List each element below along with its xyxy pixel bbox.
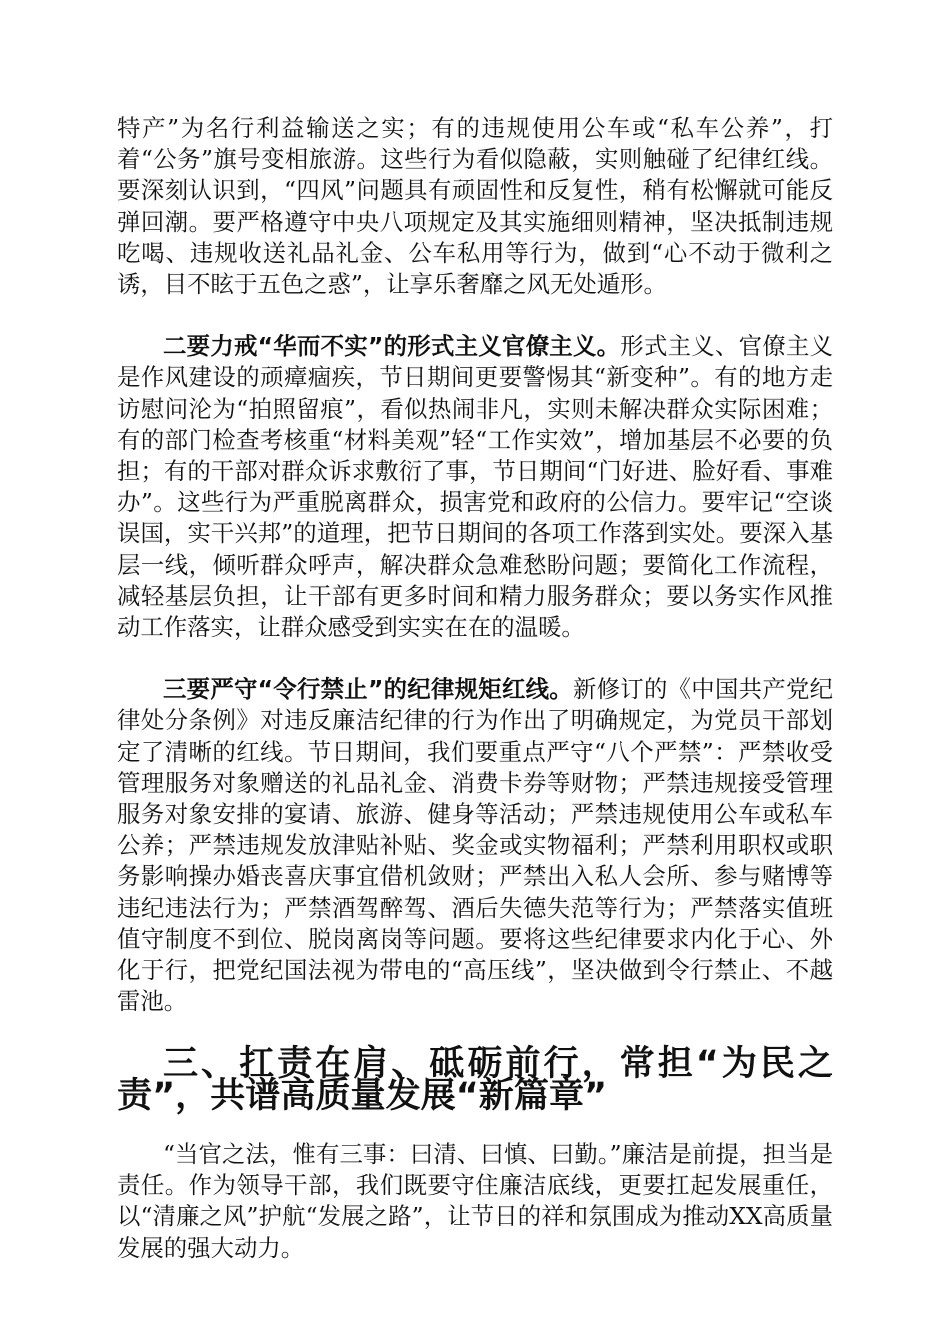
paragraph-responsibility: “当官之法，惟有三事：曰清、曰慎、曰勤。”廉洁是前提，担当是责任。作为领导干部，我们既要守住廉洁底线，更要扛起发展重任，以“清廉之风”护航“发展之路”，让节日的祥和氛围成为推动XX高质量发展的强大动力。 [117,1139,833,1262]
paragraph-continuation: 特产”为名行利益输送之实；有的违规使用公车或“私车公养”，打着“公务”旗号变相旅游。这些行为看似隐蔽，实则触碰了纪律红线。要深刻认识到，“四风”问题具有顽固性和反复性，稍有松懈就可能反弹回潮。要严格遵守中央八项规定及其实施细则精神，坚决抵制违规吃喝、违规收送礼品礼金、公车私用等行为，做到“心不动于微利之诱，目不眩于五色之惑”，让享乐奢靡之风无处遁形。 [117,114,833,299]
paragraph-lead-sentence: 三要严守“令行禁止”的纪律规矩红线。 [163,675,573,704]
section-heading: 三、扛责在肩、砥砺前行，常担“为民之责”，共谱高质量发展“新篇章” [117,1043,833,1116]
document-page [117,113,833,1264]
paragraph-body: 形式主义、官僚主义是作风建设的顽瘴痼疾，节日期间更要警惕其“新变种”。有的地方走访慰问沦为“拍照留痕”，看似热闹非凡，实则未解决群众实际困难；有的部门检查考核重“材料美观”轻“工作实效”，增加基层不必要的负担；有的干部对群众诉求敷衍了事，节日期间“门好进、脸好看、事难办”。这些行为严重脱离群众，损害党和政府的公信力。要牢记“空谈误国，实干兴邦”的道理，把节日期间的各项工作落到实处。要深入基层一线，倾听群众呼声，解决群众急难愁盼问题；要简化工作流程，减轻基层负担，让干部有更多时间和精力服务群众；要以务实作风推动工作落实，让群众感受到实实在在的温暖。 [117,332,833,642]
paragraph-body: 新修订的《中国共产党纪律处分条例》对违反廉洁纪律的行为作出了明确规定，为党员干部划定了清晰的红线。节日期间，我们要重点严守“八个严禁”：严禁收受管理服务对象赠送的礼品礼金、消费卡券等财物；严禁违规接受管理服务对象安排的宴请、旅游、健身等活动；严禁违规使用公车或私车公养；严禁违规发放津贴补贴、奖金或实物福利；严禁利用职权或职务影响操办婚丧喜庆事宜借机敛财；严禁出入私人会所、参与赌博等违纪违法行为；严禁酒驾醉驾、酒后失德失范等行为；严禁落实值班值守制度不到位、脱岗离岗等问题。要将这些纪律要求内化于心、外化于行，把党纪国法视为带电的“高压线”，坚决做到令行禁止、不越雷池。 [117,675,834,1016]
paragraph-discipline [117,674,833,1017]
paragraph-spacer [117,643,833,674]
paragraph-lead-sentence: 二要力戒“华而不实”的形式主义官僚主义。 [163,332,621,361]
paragraph-spacer [117,300,833,331]
paragraph-formalism [117,331,833,643]
